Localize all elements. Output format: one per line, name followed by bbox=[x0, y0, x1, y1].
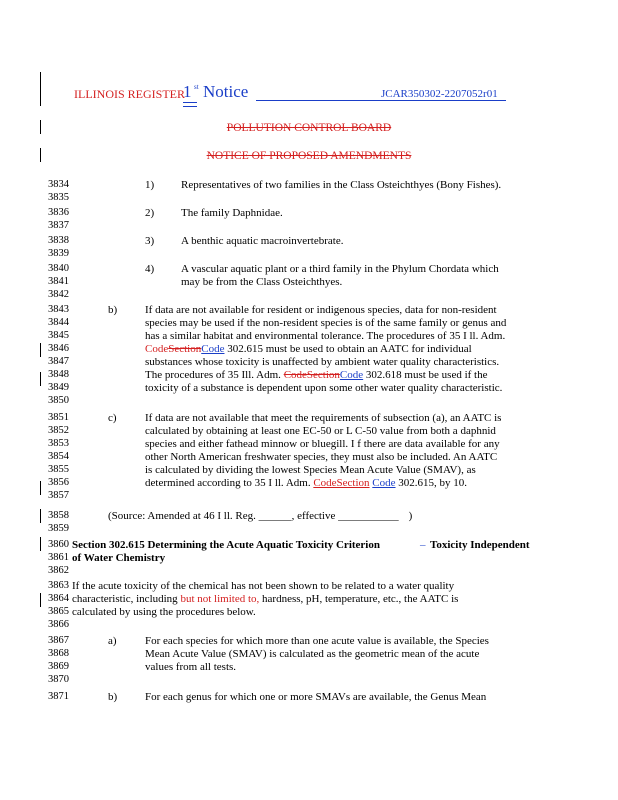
line-number: 3866 bbox=[48, 619, 69, 630]
paragraph-line: is calculated by dividing the lowest Species Mean Acute Value (SMAV), as bbox=[145, 464, 476, 476]
paragraph-line: other North American freshwater species, they must also be included. An AATC bbox=[145, 451, 498, 463]
line-number: 3854 bbox=[48, 451, 69, 462]
line-number: 3853 bbox=[48, 438, 69, 449]
paragraph-line: species may be used if the non-resident species is of the same family or genus and bbox=[145, 317, 507, 329]
line-number: 3857 bbox=[48, 490, 69, 501]
line-number: 3847 bbox=[48, 356, 69, 367]
line-number: 3870 bbox=[48, 674, 69, 685]
line-number: 3842 bbox=[48, 289, 69, 300]
line-number: 3868 bbox=[48, 648, 69, 659]
register-title: ILLINOIS REGISTER bbox=[74, 87, 185, 101]
board-title: POLLUTION CONTROL BOARD bbox=[226, 122, 392, 134]
line-number: 3848 bbox=[48, 369, 69, 380]
paragraph-text: hardness, pH, temperature, etc., the AATC is bbox=[259, 593, 459, 605]
paragraph-line: has a similar habitat and environmental tolerance. The procedures of 35 I ll. Adm. bbox=[145, 330, 506, 342]
line-number: 3858 bbox=[48, 510, 69, 521]
paragraph-line bbox=[145, 369, 488, 381]
page-number: 1 bbox=[183, 82, 192, 101]
line-number: 3863 bbox=[48, 580, 69, 591]
line-number: 3841 bbox=[48, 276, 69, 287]
inserted-text: Code bbox=[372, 477, 396, 489]
line-number: 3855 bbox=[48, 464, 69, 475]
line-number: 3850 bbox=[48, 395, 69, 406]
line-number: 3856 bbox=[48, 477, 69, 488]
line-number: 3864 bbox=[48, 593, 69, 604]
list-item: may be from the Class Osteichthyes. bbox=[181, 276, 343, 288]
change-bar bbox=[40, 537, 41, 551]
line-number: 3846 bbox=[48, 343, 69, 354]
paragraph-text: characteristic, including bbox=[72, 593, 181, 605]
paragraph-text: 302.615, by 10. bbox=[395, 477, 468, 489]
notice-heading: Notice bbox=[203, 82, 249, 101]
line-number: 3843 bbox=[48, 304, 69, 315]
deleted-text: CodeSection bbox=[283, 369, 340, 381]
change-bar bbox=[40, 509, 41, 523]
paragraph-text: 302.615 must be used to obtain an AATC for individual bbox=[224, 343, 472, 355]
line-number: 3861 bbox=[48, 552, 69, 563]
section-title-tail: Toxicity Independent bbox=[430, 539, 530, 551]
source-note bbox=[108, 510, 412, 522]
paragraph-line: calculated by using the procedures below. bbox=[72, 606, 256, 618]
inserted-text: CodeSection bbox=[313, 477, 370, 489]
inserted-text: Code bbox=[201, 343, 225, 355]
source-end: ) bbox=[408, 510, 413, 522]
line-number: 3849 bbox=[48, 382, 69, 393]
line-number: 3836 bbox=[48, 207, 69, 218]
inserted-text: Code bbox=[339, 369, 364, 381]
paragraph-line: If the acute toxicity of the chemical has not been shown to be related to a water quality bbox=[72, 580, 455, 592]
paragraph-text: 302.618 must be used if the bbox=[363, 369, 488, 381]
page-number-underline bbox=[183, 106, 197, 107]
paragraph-line: If data are not available that meet the requirements of subsection (a), an AATC is bbox=[145, 412, 502, 424]
change-bar bbox=[40, 343, 41, 357]
line-number: 3839 bbox=[48, 248, 69, 259]
list-item: The family Daphnidae. bbox=[181, 207, 283, 219]
paragraph-line: values from all tests. bbox=[145, 661, 237, 673]
line-number: 3859 bbox=[48, 523, 69, 534]
line-number: 3840 bbox=[48, 263, 69, 274]
list-item: A vascular aquatic plant or a third family in the Phylum Chordata which bbox=[181, 263, 499, 275]
line-number: 3871 bbox=[48, 691, 69, 702]
paragraph-line: If data are not available for resident or indigenous species, data for non-resident bbox=[145, 304, 497, 316]
line-number: 3869 bbox=[48, 661, 69, 672]
paragraph-line: calculated by obtaining at least one EC-50 or L C-50 value from both a daphnid bbox=[145, 425, 496, 437]
paragraph-line: For each species for which more than one acute value is available, the Species bbox=[145, 635, 489, 647]
title-insert-mark: – bbox=[420, 539, 426, 551]
paragraph-line: Mean Acute Value (SMAV) is calculated as the geometric mean of the acute bbox=[145, 648, 480, 660]
paragraph-label: a) bbox=[108, 635, 117, 647]
source-text: (Source: Amended at 46 I ll. Reg. ______, effective ___________ bbox=[108, 510, 399, 522]
line-number: 3867 bbox=[48, 635, 69, 646]
line-number: 3835 bbox=[48, 192, 69, 203]
section-title-line2: of Water Chemistry bbox=[72, 552, 166, 564]
list-item: Representatives of two families in the Class Osteichthyes (Bony Fishes). bbox=[181, 179, 502, 191]
line-number: 3860 bbox=[48, 539, 69, 550]
paragraph-text: determined according to 35 I ll. Adm. bbox=[145, 477, 314, 489]
paragraph-line: substances whose toxicity is unaffected by ambient water quality characteristics. bbox=[145, 356, 500, 368]
paragraph-label: c) bbox=[108, 412, 117, 424]
paragraph-label: b) bbox=[108, 304, 118, 316]
list-label: 1) bbox=[145, 179, 155, 191]
line-number: 3837 bbox=[48, 220, 69, 231]
line-number: 3845 bbox=[48, 330, 69, 341]
change-bar bbox=[40, 372, 41, 386]
deleted-text: Section bbox=[168, 343, 202, 355]
line-number: 3844 bbox=[48, 317, 69, 328]
paragraph-label: b) bbox=[108, 691, 118, 703]
paragraph-text: The procedures of 35 Ill. Adm. bbox=[145, 369, 284, 381]
line-number: 3865 bbox=[48, 606, 69, 617]
section-title: Section 302.615 Determining the Acute Aquatic Toxicity Criterion bbox=[72, 539, 380, 551]
list-label: 2) bbox=[145, 207, 155, 219]
notice-title: NOTICE OF PROPOSED AMENDMENTS bbox=[206, 150, 412, 162]
paragraph-line: toxicity of a substance is dependent upon some other water quality characteristic. bbox=[145, 382, 503, 394]
jcar-id: JCAR350302-2207052r01 bbox=[381, 88, 498, 100]
paragraph-line bbox=[72, 593, 458, 605]
header-rule bbox=[256, 100, 506, 101]
line-number: 3862 bbox=[48, 565, 69, 576]
inserted-text: Code bbox=[145, 343, 169, 355]
change-bar bbox=[40, 72, 41, 106]
line-number: 3838 bbox=[48, 235, 69, 246]
change-bar bbox=[40, 481, 41, 495]
paragraph-line: species and either fathead minnow or bluegill. I f there are data available for any bbox=[145, 438, 500, 450]
list-item: A benthic aquatic macroinvertebrate. bbox=[181, 235, 344, 247]
paragraph-line: For each genus for which one or more SMAVs are available, the Genus Mean bbox=[145, 691, 487, 703]
page-number-underline bbox=[183, 102, 197, 103]
change-bar bbox=[40, 593, 41, 607]
line-number: 3834 bbox=[48, 179, 69, 190]
line-number: 3852 bbox=[48, 425, 69, 436]
list-label: 4) bbox=[145, 263, 155, 275]
list-label: 3) bbox=[145, 235, 155, 247]
page-number-suffix: st bbox=[194, 83, 199, 91]
inserted-text: but not limited to, bbox=[180, 593, 260, 605]
paragraph-line bbox=[145, 477, 467, 489]
paragraph-line bbox=[145, 343, 472, 355]
line-number: 3851 bbox=[48, 412, 69, 423]
